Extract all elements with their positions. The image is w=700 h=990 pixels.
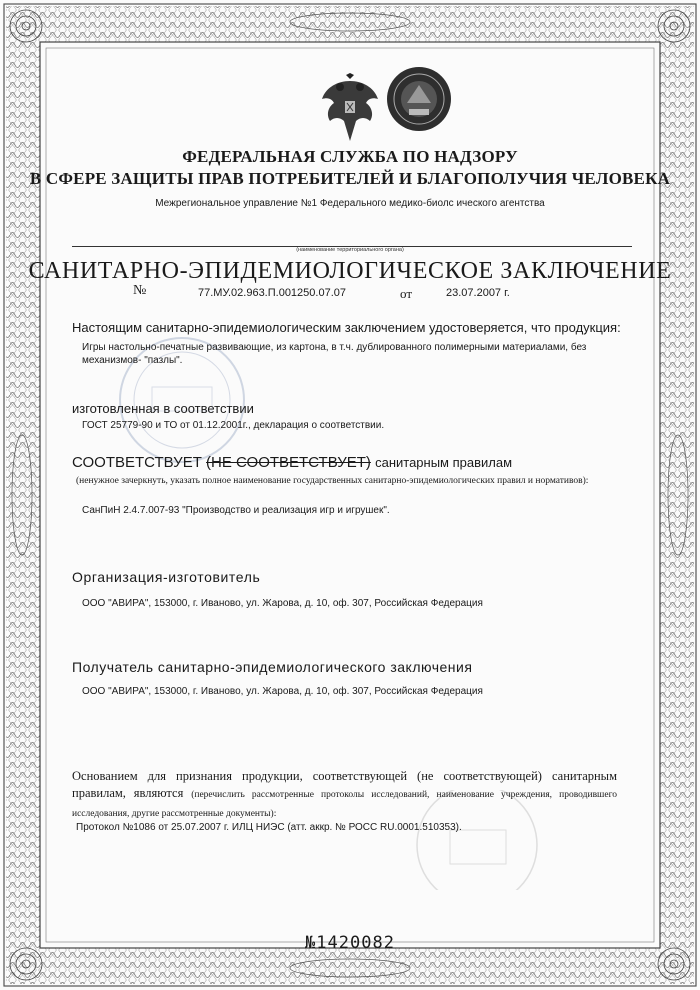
not-complies-struck: (НЕ СООТВЕТСТВУЕТ) (206, 454, 371, 471)
agency-title-line2: В СФЕРЕ ЗАЩИТЫ ПРАВ ПОТРЕБИТЕЛЕЙ И БЛАГОПОЛУЧИЯ ЧЕЛОВЕКА (29, 169, 671, 188)
manufactured-label: изготовленная в соответствии (72, 401, 254, 416)
recipient-value: ООО "АВИРА", 153000, г. Иваново, ул. Жарова, д. 10, оф. 307, Российская Федерация (82, 686, 483, 697)
manufacturer-value: ООО "АВИРА", 153000, г. Иваново, ул. Жарова, д. 10, оф. 307, Российская Федерация (82, 598, 483, 609)
manufactured-value: ГОСТ 25779-90 и ТО от 01.12.2001г., декларация о соответствии. (82, 420, 385, 431)
recipient-label: Получатель санитарно-эпидемиологического заключения (72, 659, 473, 675)
agency-seal-icon (385, 63, 453, 135)
number-sign: № (133, 283, 147, 298)
certify-text: Настоящим санитарно-эпидемиологическим заключением удостоверяется, что продукция: (72, 320, 621, 335)
document-title: САНИТАРНО-ЭПИДЕМИОЛОГИЧЕСКОЕ ЗАКЛЮЧЕНИЕ (28, 258, 672, 284)
agency-title-line1: ФЕДЕРАЛЬНАЯ СЛУЖБА ПО НАДЗОРУ (182, 147, 518, 166)
document-date: 23.07.2007 г. (446, 287, 510, 299)
sanitary-rules-label: санитарным правилам (375, 455, 513, 470)
protocol-value: Протокол №1086 от 25.07.2007 г. ИЛЦ НИЭС (атт. аккр. № РОСС RU.0001.510353). (76, 822, 462, 833)
complies-label: СООТВЕТСТВУЕТ (72, 454, 202, 471)
subagency-name: Межрегиональное управление №1 Федерального медико-биолс ическогo агентства (155, 198, 545, 209)
compliance-note: (ненужное зачеркнуть, указать полное наименование государственных санитарно-эпидемиологических правил и нормативов): (76, 476, 589, 486)
document-number: 77.МУ.02.963.П.001250.07.07 (198, 287, 346, 299)
sanpin-value: СанПиН 2.4.7.007-93 "Производство и реализация игр и игрушек". (82, 505, 390, 516)
serial-number: №1420082 (305, 933, 395, 953)
subagency-caption: (наименование территориального органа) (296, 247, 404, 253)
manufacturer-label: Организация-изготовитель (72, 569, 261, 585)
basis-paragraph (72, 768, 617, 823)
product-description: Игры настольно-печатные развивающие, из картона, в т.ч. дублированного полимерными материалами, без механизмов- "пазлы". (82, 342, 587, 366)
compliance-statement (72, 454, 512, 471)
basis-text: Основанием для признания продукции, соответствующей (не соответствующей) санитарным правилам, являются (72, 769, 617, 800)
date-from-label: от (400, 286, 413, 301)
basis-note: (перечислить рассмотренные протоколы исследований, наименование учреждения, проводившего исследования, другие рассмотренные документы): (72, 790, 617, 819)
coat-of-arms-icon (318, 73, 382, 145)
